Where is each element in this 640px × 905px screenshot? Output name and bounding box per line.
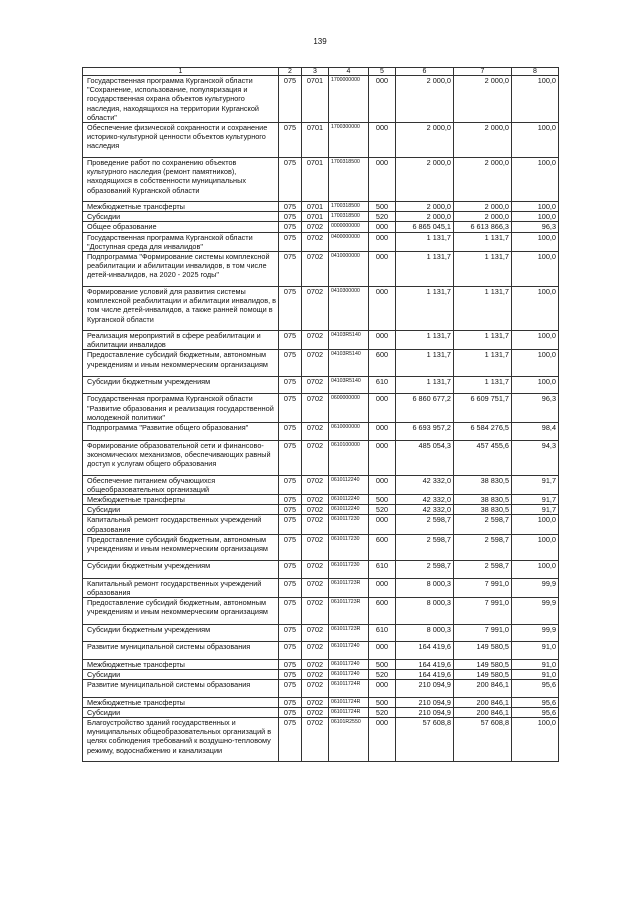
row-name: Государственная программа Курганской области "Сохранение, использование, популяризация и государственная охрана объектов культурного наследия, находящихся на территории Курганской области"	[83, 76, 279, 123]
column-header: 6	[396, 68, 454, 76]
table-row	[83, 707, 559, 717]
row-ved-code: 075	[279, 212, 302, 222]
column-header: 8	[512, 68, 559, 76]
row-name: Субсидии	[83, 669, 279, 679]
row-ved-code: 075	[279, 578, 302, 597]
table-row	[83, 578, 559, 597]
table-row	[83, 222, 559, 232]
row-planned-amount: 2 598,7	[396, 515, 454, 534]
row-expense-type: 000	[369, 76, 396, 123]
table-row	[83, 475, 559, 494]
row-planned-amount: 2 000,0	[396, 202, 454, 212]
row-target-code: 061011723R	[329, 624, 369, 642]
row-percent: 100,0	[512, 76, 559, 123]
row-ved-code: 075	[279, 123, 302, 158]
row-ved-code: 075	[279, 534, 302, 561]
row-actual-amount: 1 131,7	[454, 232, 512, 251]
row-planned-amount: 42 332,0	[396, 494, 454, 504]
table-row	[83, 252, 559, 287]
row-expense-type: 000	[369, 158, 396, 202]
row-percent: 100,0	[512, 123, 559, 158]
row-section-code: 0701	[302, 76, 329, 123]
row-planned-amount: 164 419,6	[396, 669, 454, 679]
row-name: Субсидии бюджетным учреждениям	[83, 624, 279, 642]
row-actual-amount: 7 991,0	[454, 624, 512, 642]
row-planned-amount: 8 000,3	[396, 624, 454, 642]
row-ved-code: 075	[279, 202, 302, 212]
row-section-code: 0702	[302, 287, 329, 331]
column-header: 3	[302, 68, 329, 76]
row-name: Благоустройство зданий государственных и муниципальных общеобразовательных организаций в целях соблюдения требований к воздушно-тепловому режиму, водоснабжению и канализации	[83, 717, 279, 761]
row-percent: 100,0	[512, 158, 559, 202]
row-target-code: 0610000000	[329, 423, 369, 441]
row-actual-amount: 38 830,5	[454, 475, 512, 494]
row-target-code: 0400000000	[329, 232, 369, 251]
row-name: Государственная программа Курганской области "Развитие образования и реализация государственной молодежной политики"	[83, 394, 279, 423]
row-expense-type: 000	[369, 440, 396, 475]
row-section-code: 0701	[302, 212, 329, 222]
row-actual-amount: 38 830,5	[454, 505, 512, 515]
row-target-code: 061011723R	[329, 578, 369, 597]
row-section-code: 0702	[302, 505, 329, 515]
row-actual-amount: 57 608,8	[454, 717, 512, 761]
row-target-code: 06101R2550	[329, 717, 369, 761]
table-row	[83, 287, 559, 331]
row-planned-amount: 1 131,7	[396, 287, 454, 331]
row-target-code: 1700318500	[329, 212, 369, 222]
row-actual-amount: 1 131,7	[454, 287, 512, 331]
row-planned-amount: 2 000,0	[396, 123, 454, 158]
row-expense-type: 000	[369, 252, 396, 287]
row-expense-type: 000	[369, 717, 396, 761]
row-section-code: 0702	[302, 331, 329, 350]
row-planned-amount: 1 131,7	[396, 232, 454, 251]
row-section-code: 0702	[302, 222, 329, 232]
table-row	[83, 717, 559, 761]
column-header: 5	[369, 68, 396, 76]
table-row	[83, 202, 559, 212]
table-row	[83, 680, 559, 698]
row-actual-amount: 457 455,6	[454, 440, 512, 475]
row-ved-code: 075	[279, 707, 302, 717]
row-planned-amount: 1 131,7	[396, 331, 454, 350]
row-expense-type: 000	[369, 680, 396, 698]
row-planned-amount: 485 054,3	[396, 440, 454, 475]
row-section-code: 0702	[302, 707, 329, 717]
row-expense-type: 500	[369, 697, 396, 707]
row-percent: 100,0	[512, 376, 559, 394]
row-name: Капитальный ремонт государственных учреждений образования	[83, 515, 279, 534]
row-target-code: 0610117240	[329, 669, 369, 679]
row-target-code: 0410000000	[329, 252, 369, 287]
row-target-code: 1700318500	[329, 158, 369, 202]
row-expense-type: 610	[369, 376, 396, 394]
table-row	[83, 598, 559, 625]
row-target-code: 0610117230	[329, 515, 369, 534]
table-row	[83, 515, 559, 534]
row-target-code: 04103R5140	[329, 331, 369, 350]
row-planned-amount: 6 860 677,2	[396, 394, 454, 423]
table-row	[83, 158, 559, 202]
row-planned-amount: 164 419,6	[396, 642, 454, 660]
row-percent: 91,7	[512, 505, 559, 515]
table-row	[83, 423, 559, 441]
row-section-code: 0702	[302, 376, 329, 394]
row-name: Формирование условий для развития системы комплексной реабилитации и абилитации инвалидов, в том числе детей-инвалидов, а также ранней помощи в Курганской области	[83, 287, 279, 331]
row-section-code: 0702	[302, 534, 329, 561]
row-section-code: 0701	[302, 123, 329, 158]
row-section-code: 0702	[302, 475, 329, 494]
row-expense-type: 000	[369, 475, 396, 494]
table-row	[83, 76, 559, 123]
row-target-code: 0610117230	[329, 561, 369, 579]
row-percent: 99,9	[512, 578, 559, 597]
row-expense-type: 520	[369, 669, 396, 679]
row-expense-type: 000	[369, 423, 396, 441]
row-name: Межбюджетные трансферты	[83, 697, 279, 707]
row-name: Межбюджетные трансферты	[83, 202, 279, 212]
row-ved-code: 075	[279, 659, 302, 669]
row-actual-amount: 149 580,5	[454, 669, 512, 679]
row-planned-amount: 57 608,8	[396, 717, 454, 761]
row-percent: 100,0	[512, 717, 559, 761]
row-planned-amount: 1 131,7	[396, 252, 454, 287]
table-header-row	[83, 68, 559, 76]
row-actual-amount: 1 131,7	[454, 331, 512, 350]
table-row	[83, 624, 559, 642]
row-name: Субсидии	[83, 505, 279, 515]
row-name: Подпрограмма "Развитие общего образования"	[83, 423, 279, 441]
row-expense-type: 000	[369, 287, 396, 331]
row-actual-amount: 7 991,0	[454, 598, 512, 625]
table-row	[83, 697, 559, 707]
row-expense-type: 000	[369, 232, 396, 251]
row-actual-amount: 38 830,5	[454, 494, 512, 504]
row-expense-type: 600	[369, 350, 396, 377]
row-planned-amount: 42 332,0	[396, 505, 454, 515]
row-section-code: 0702	[302, 515, 329, 534]
row-target-code: 04103R5140	[329, 350, 369, 377]
row-percent: 95,6	[512, 707, 559, 717]
row-expense-type: 000	[369, 331, 396, 350]
row-name: Предоставление субсидий бюджетным, автономным учреждениям и иным некоммерческим организациям	[83, 598, 279, 625]
row-section-code: 0702	[302, 624, 329, 642]
row-actual-amount: 6 584 276,5	[454, 423, 512, 441]
row-section-code: 0702	[302, 394, 329, 423]
row-ved-code: 075	[279, 252, 302, 287]
table-row	[83, 669, 559, 679]
row-target-code: 061011724R	[329, 680, 369, 698]
row-ved-code: 075	[279, 561, 302, 579]
row-section-code: 0702	[302, 659, 329, 669]
row-ved-code: 075	[279, 76, 302, 123]
row-actual-amount: 6 613 866,3	[454, 222, 512, 232]
row-percent: 91,0	[512, 642, 559, 660]
row-section-code: 0701	[302, 202, 329, 212]
table-row	[83, 376, 559, 394]
row-planned-amount: 164 419,6	[396, 659, 454, 669]
row-percent: 100,0	[512, 534, 559, 561]
row-section-code: 0702	[302, 697, 329, 707]
row-target-code: 0610117230	[329, 534, 369, 561]
row-target-code: 0410300000	[329, 287, 369, 331]
row-section-code: 0702	[302, 669, 329, 679]
row-target-code: 0600000000	[329, 394, 369, 423]
row-name: Обеспечение физической сохранности и сохранение историко-культурной ценности объектов культурного наследия	[83, 123, 279, 158]
row-expense-type: 000	[369, 515, 396, 534]
row-actual-amount: 1 131,7	[454, 252, 512, 287]
row-ved-code: 075	[279, 494, 302, 504]
row-ved-code: 075	[279, 624, 302, 642]
table-row	[83, 440, 559, 475]
row-target-code: 061011723R	[329, 598, 369, 625]
row-expense-type: 000	[369, 222, 396, 232]
row-section-code: 0702	[302, 350, 329, 377]
row-expense-type: 000	[369, 394, 396, 423]
row-actual-amount: 7 991,0	[454, 578, 512, 597]
row-name: Предоставление субсидий бюджетным, автономным учреждениям и иным некоммерческим организациям	[83, 534, 279, 561]
row-ved-code: 075	[279, 505, 302, 515]
row-name: Подпрограмма "Формирование системы комплексной реабилитации и абилитации инвалидов, в том числе детей-инвалидов, на 2020 - 2025 годы"	[83, 252, 279, 287]
row-expense-type: 500	[369, 659, 396, 669]
row-name: Общее образование	[83, 222, 279, 232]
table-row	[83, 534, 559, 561]
row-expense-type: 000	[369, 642, 396, 660]
row-target-code: 0610112240	[329, 475, 369, 494]
row-ved-code: 075	[279, 475, 302, 494]
row-section-code: 0702	[302, 440, 329, 475]
row-section-code: 0702	[302, 494, 329, 504]
table-row	[83, 494, 559, 504]
row-percent: 98,4	[512, 423, 559, 441]
column-header: 4	[329, 68, 369, 76]
table-row	[83, 659, 559, 669]
row-target-code: 04103R5140	[329, 376, 369, 394]
row-target-code: 1700300000	[329, 123, 369, 158]
table-row	[83, 642, 559, 660]
row-expense-type: 520	[369, 707, 396, 717]
row-planned-amount: 210 094,9	[396, 697, 454, 707]
row-name: Реализация мероприятий в сфере реабилитации и абилитации инвалидов	[83, 331, 279, 350]
row-name: Субсидии	[83, 707, 279, 717]
row-planned-amount: 210 094,9	[396, 707, 454, 717]
row-planned-amount: 2 000,0	[396, 212, 454, 222]
row-percent: 100,0	[512, 350, 559, 377]
row-ved-code: 075	[279, 717, 302, 761]
row-name: Субсидии	[83, 212, 279, 222]
row-percent: 91,0	[512, 669, 559, 679]
row-section-code: 0702	[302, 578, 329, 597]
row-percent: 94,3	[512, 440, 559, 475]
row-target-code: 0610117240	[329, 642, 369, 660]
row-percent: 91,0	[512, 659, 559, 669]
row-section-code: 0702	[302, 717, 329, 761]
row-section-code: 0702	[302, 680, 329, 698]
row-percent: 91,7	[512, 494, 559, 504]
row-planned-amount: 8 000,3	[396, 578, 454, 597]
row-ved-code: 075	[279, 376, 302, 394]
row-planned-amount: 2 598,7	[396, 561, 454, 579]
row-percent: 95,6	[512, 697, 559, 707]
row-expense-type: 000	[369, 578, 396, 597]
row-name: Капитальный ремонт государственных учреждений образования	[83, 578, 279, 597]
row-actual-amount: 2 598,7	[454, 515, 512, 534]
table-row	[83, 394, 559, 423]
row-expense-type: 610	[369, 624, 396, 642]
row-percent: 100,0	[512, 202, 559, 212]
row-actual-amount: 200 846,1	[454, 697, 512, 707]
row-section-code: 0702	[302, 642, 329, 660]
row-target-code: 0610112240	[329, 494, 369, 504]
row-ved-code: 075	[279, 440, 302, 475]
row-actual-amount: 149 580,5	[454, 659, 512, 669]
row-section-code: 0701	[302, 158, 329, 202]
row-percent: 100,0	[512, 232, 559, 251]
row-percent: 99,9	[512, 598, 559, 625]
row-actual-amount: 1 131,7	[454, 350, 512, 377]
row-planned-amount: 210 094,9	[396, 680, 454, 698]
row-target-code: 0610117240	[329, 659, 369, 669]
row-actual-amount: 2 598,7	[454, 561, 512, 579]
row-expense-type: 520	[369, 505, 396, 515]
table-row	[83, 350, 559, 377]
row-target-code: 1700318500	[329, 202, 369, 212]
row-percent: 95,6	[512, 680, 559, 698]
row-name: Обеспечение питанием обучающихся общеобразовательных организаций	[83, 475, 279, 494]
row-ved-code: 075	[279, 287, 302, 331]
row-percent: 96,3	[512, 394, 559, 423]
row-expense-type: 520	[369, 212, 396, 222]
row-percent: 100,0	[512, 515, 559, 534]
row-name: Межбюджетные трансферты	[83, 494, 279, 504]
row-name: Государственная программа Курганской области "Доступная среда для инвалидов"	[83, 232, 279, 251]
row-percent: 99,9	[512, 624, 559, 642]
row-expense-type: 500	[369, 202, 396, 212]
row-section-code: 0702	[302, 598, 329, 625]
row-expense-type: 600	[369, 534, 396, 561]
table-row	[83, 505, 559, 515]
row-section-code: 0702	[302, 232, 329, 251]
row-section-code: 0702	[302, 423, 329, 441]
row-planned-amount: 8 000,3	[396, 598, 454, 625]
row-percent: 100,0	[512, 287, 559, 331]
row-actual-amount: 2 000,0	[454, 158, 512, 202]
row-actual-amount: 2 598,7	[454, 534, 512, 561]
row-target-code: 061011724R	[329, 697, 369, 707]
row-name: Субсидии бюджетным учреждениям	[83, 561, 279, 579]
row-actual-amount: 200 846,1	[454, 680, 512, 698]
table-row	[83, 212, 559, 222]
row-actual-amount: 2 000,0	[454, 76, 512, 123]
row-name: Предоставление субсидий бюджетным, автономным учреждениям и иным некоммерческим организациям	[83, 350, 279, 377]
row-name: Субсидии бюджетным учреждениям	[83, 376, 279, 394]
row-ved-code: 075	[279, 232, 302, 251]
row-ved-code: 075	[279, 331, 302, 350]
row-actual-amount: 6 609 751,7	[454, 394, 512, 423]
row-ved-code: 075	[279, 669, 302, 679]
row-planned-amount: 1 131,7	[396, 350, 454, 377]
row-section-code: 0702	[302, 252, 329, 287]
row-ved-code: 075	[279, 423, 302, 441]
row-actual-amount: 2 000,0	[454, 212, 512, 222]
row-actual-amount: 2 000,0	[454, 123, 512, 158]
table-row	[83, 232, 559, 251]
row-planned-amount: 6 865 045,1	[396, 222, 454, 232]
row-expense-type: 610	[369, 561, 396, 579]
row-section-code: 0702	[302, 561, 329, 579]
row-planned-amount: 2 000,0	[396, 158, 454, 202]
row-target-code: 0610100000	[329, 440, 369, 475]
row-expense-type: 500	[369, 494, 396, 504]
row-actual-amount: 200 846,1	[454, 707, 512, 717]
column-header: 7	[454, 68, 512, 76]
row-target-code: 1700000000	[329, 76, 369, 123]
row-ved-code: 075	[279, 222, 302, 232]
page-number: 139	[313, 37, 327, 46]
column-header: 1	[83, 68, 279, 76]
row-percent: 91,7	[512, 475, 559, 494]
row-expense-type: 000	[369, 123, 396, 158]
row-planned-amount: 6 693 957,2	[396, 423, 454, 441]
row-name: Развитие муниципальной системы образования	[83, 642, 279, 660]
row-planned-amount: 2 000,0	[396, 76, 454, 123]
row-name: Межбюджетные трансферты	[83, 659, 279, 669]
row-planned-amount: 2 598,7	[396, 534, 454, 561]
row-percent: 100,0	[512, 252, 559, 287]
row-percent: 100,0	[512, 331, 559, 350]
row-ved-code: 075	[279, 680, 302, 698]
row-percent: 96,3	[512, 222, 559, 232]
row-name: Формирование образовательной сети и финансово-экономических механизмов, обеспечивающих равный доступ к услугам общего образования	[83, 440, 279, 475]
row-planned-amount: 1 131,7	[396, 376, 454, 394]
column-header: 2	[279, 68, 302, 76]
row-ved-code: 075	[279, 515, 302, 534]
row-planned-amount: 42 332,0	[396, 475, 454, 494]
row-actual-amount: 2 000,0	[454, 202, 512, 212]
row-target-code: 0610112240	[329, 505, 369, 515]
row-name: Проведение работ по сохранению объектов культурного наследия (ремонт памятников), находящихся в собственности муниципальных образований Курганской области	[83, 158, 279, 202]
table-row	[83, 331, 559, 350]
row-percent: 100,0	[512, 561, 559, 579]
row-actual-amount: 1 131,7	[454, 376, 512, 394]
row-ved-code: 075	[279, 598, 302, 625]
row-name: Развитие муниципальной системы образования	[83, 680, 279, 698]
row-ved-code: 075	[279, 697, 302, 707]
table-row	[83, 123, 559, 158]
table-row	[83, 561, 559, 579]
budget-table	[82, 67, 559, 762]
row-ved-code: 075	[279, 394, 302, 423]
row-expense-type: 600	[369, 598, 396, 625]
row-target-code: 0000000000	[329, 222, 369, 232]
row-ved-code: 075	[279, 350, 302, 377]
row-target-code: 061011724R	[329, 707, 369, 717]
row-actual-amount: 149 580,5	[454, 642, 512, 660]
row-ved-code: 075	[279, 158, 302, 202]
row-ved-code: 075	[279, 642, 302, 660]
row-percent: 100,0	[512, 212, 559, 222]
